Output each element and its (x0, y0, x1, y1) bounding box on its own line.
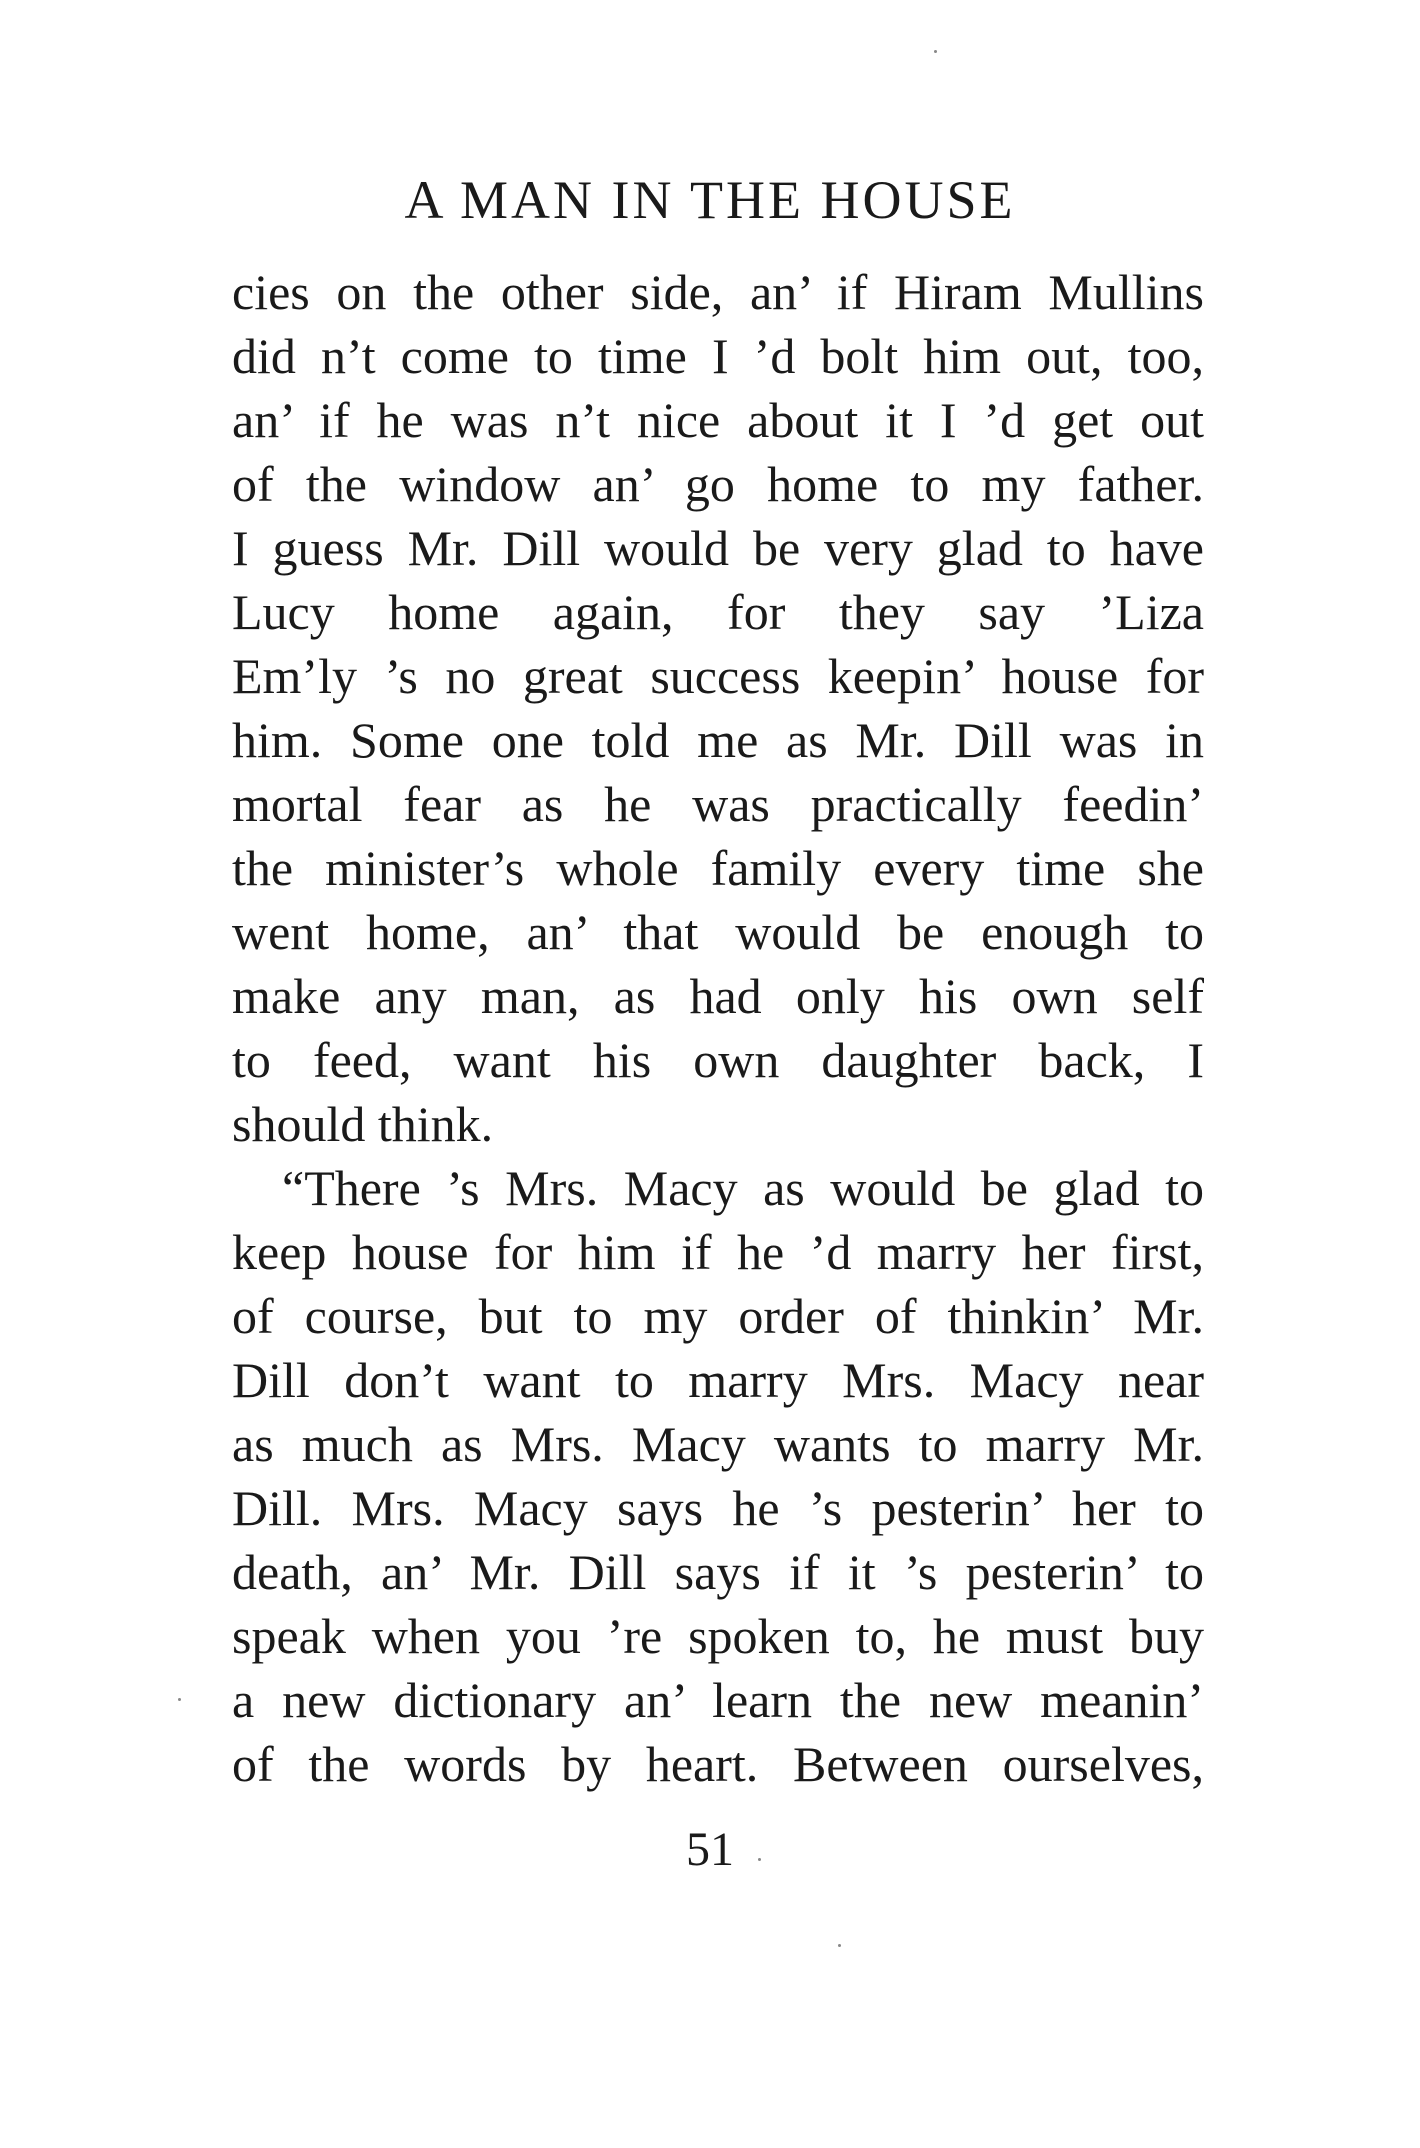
text-line: the minister’s whole family every time she (232, 840, 1204, 896)
running-head: A MAN IN THE HOUSE (404, 170, 1016, 230)
text-line: did n’t come to time I ’d bolt him out, too, (232, 328, 1204, 384)
text-line: an’ if he was n’t nice about it I ’d get out (232, 392, 1204, 448)
text-line: him. Some one told me as Mr. Dill was in (232, 712, 1204, 768)
text-line: “There ’s Mrs. Macy as would be glad to (282, 1160, 1204, 1216)
text-line: as much as Mrs. Macy wants to marry Mr. (232, 1416, 1204, 1472)
text-line: cies on the other side, an’ if Hiram Mullins (232, 264, 1204, 320)
text-line: Lucy home again, for they say ’Liza (232, 584, 1204, 640)
text-line: Dill. Mrs. Macy says he ’s pesterin’ her to (232, 1480, 1204, 1536)
body-text (232, 260, 1204, 1796)
text-line: Em’ly ’s no great success keepin’ house for (232, 648, 1204, 704)
text-line: Dill don’t want to marry Mrs. Macy near (232, 1352, 1204, 1408)
text-line: of the words by heart. Between ourselves, (232, 1736, 1204, 1792)
text-line: mortal fear as he was practically feedin’ (232, 776, 1204, 832)
paper-speck (178, 1698, 181, 1701)
text-line: of the window an’ go home to my father. (232, 456, 1204, 512)
paper-speck (758, 1858, 761, 1861)
text-line: make any man, as had only his own self (232, 968, 1204, 1024)
text-line: speak when you ’re spoken to, he must buy (232, 1608, 1204, 1664)
paper-speck (838, 1944, 841, 1947)
text-line: of course, but to my order of thinkin’ Mr. (232, 1288, 1204, 1344)
paper-speck (934, 50, 937, 53)
text-line: death, an’ Mr. Dill says if it ’s pesterin’ to (232, 1544, 1204, 1600)
text-line: went home, an’ that would be enough to (232, 904, 1204, 960)
text-line: should think. (232, 1096, 494, 1152)
text-line: a new dictionary an’ learn the new meanin’ (232, 1672, 1204, 1728)
text-line: I guess Mr. Dill would be very glad to have (232, 520, 1204, 576)
text-line: keep house for him if he ’d marry her first, (232, 1224, 1204, 1280)
text-line: to feed, want his own daughter back, I (232, 1032, 1204, 1088)
page-number: 51 (686, 1823, 734, 1876)
